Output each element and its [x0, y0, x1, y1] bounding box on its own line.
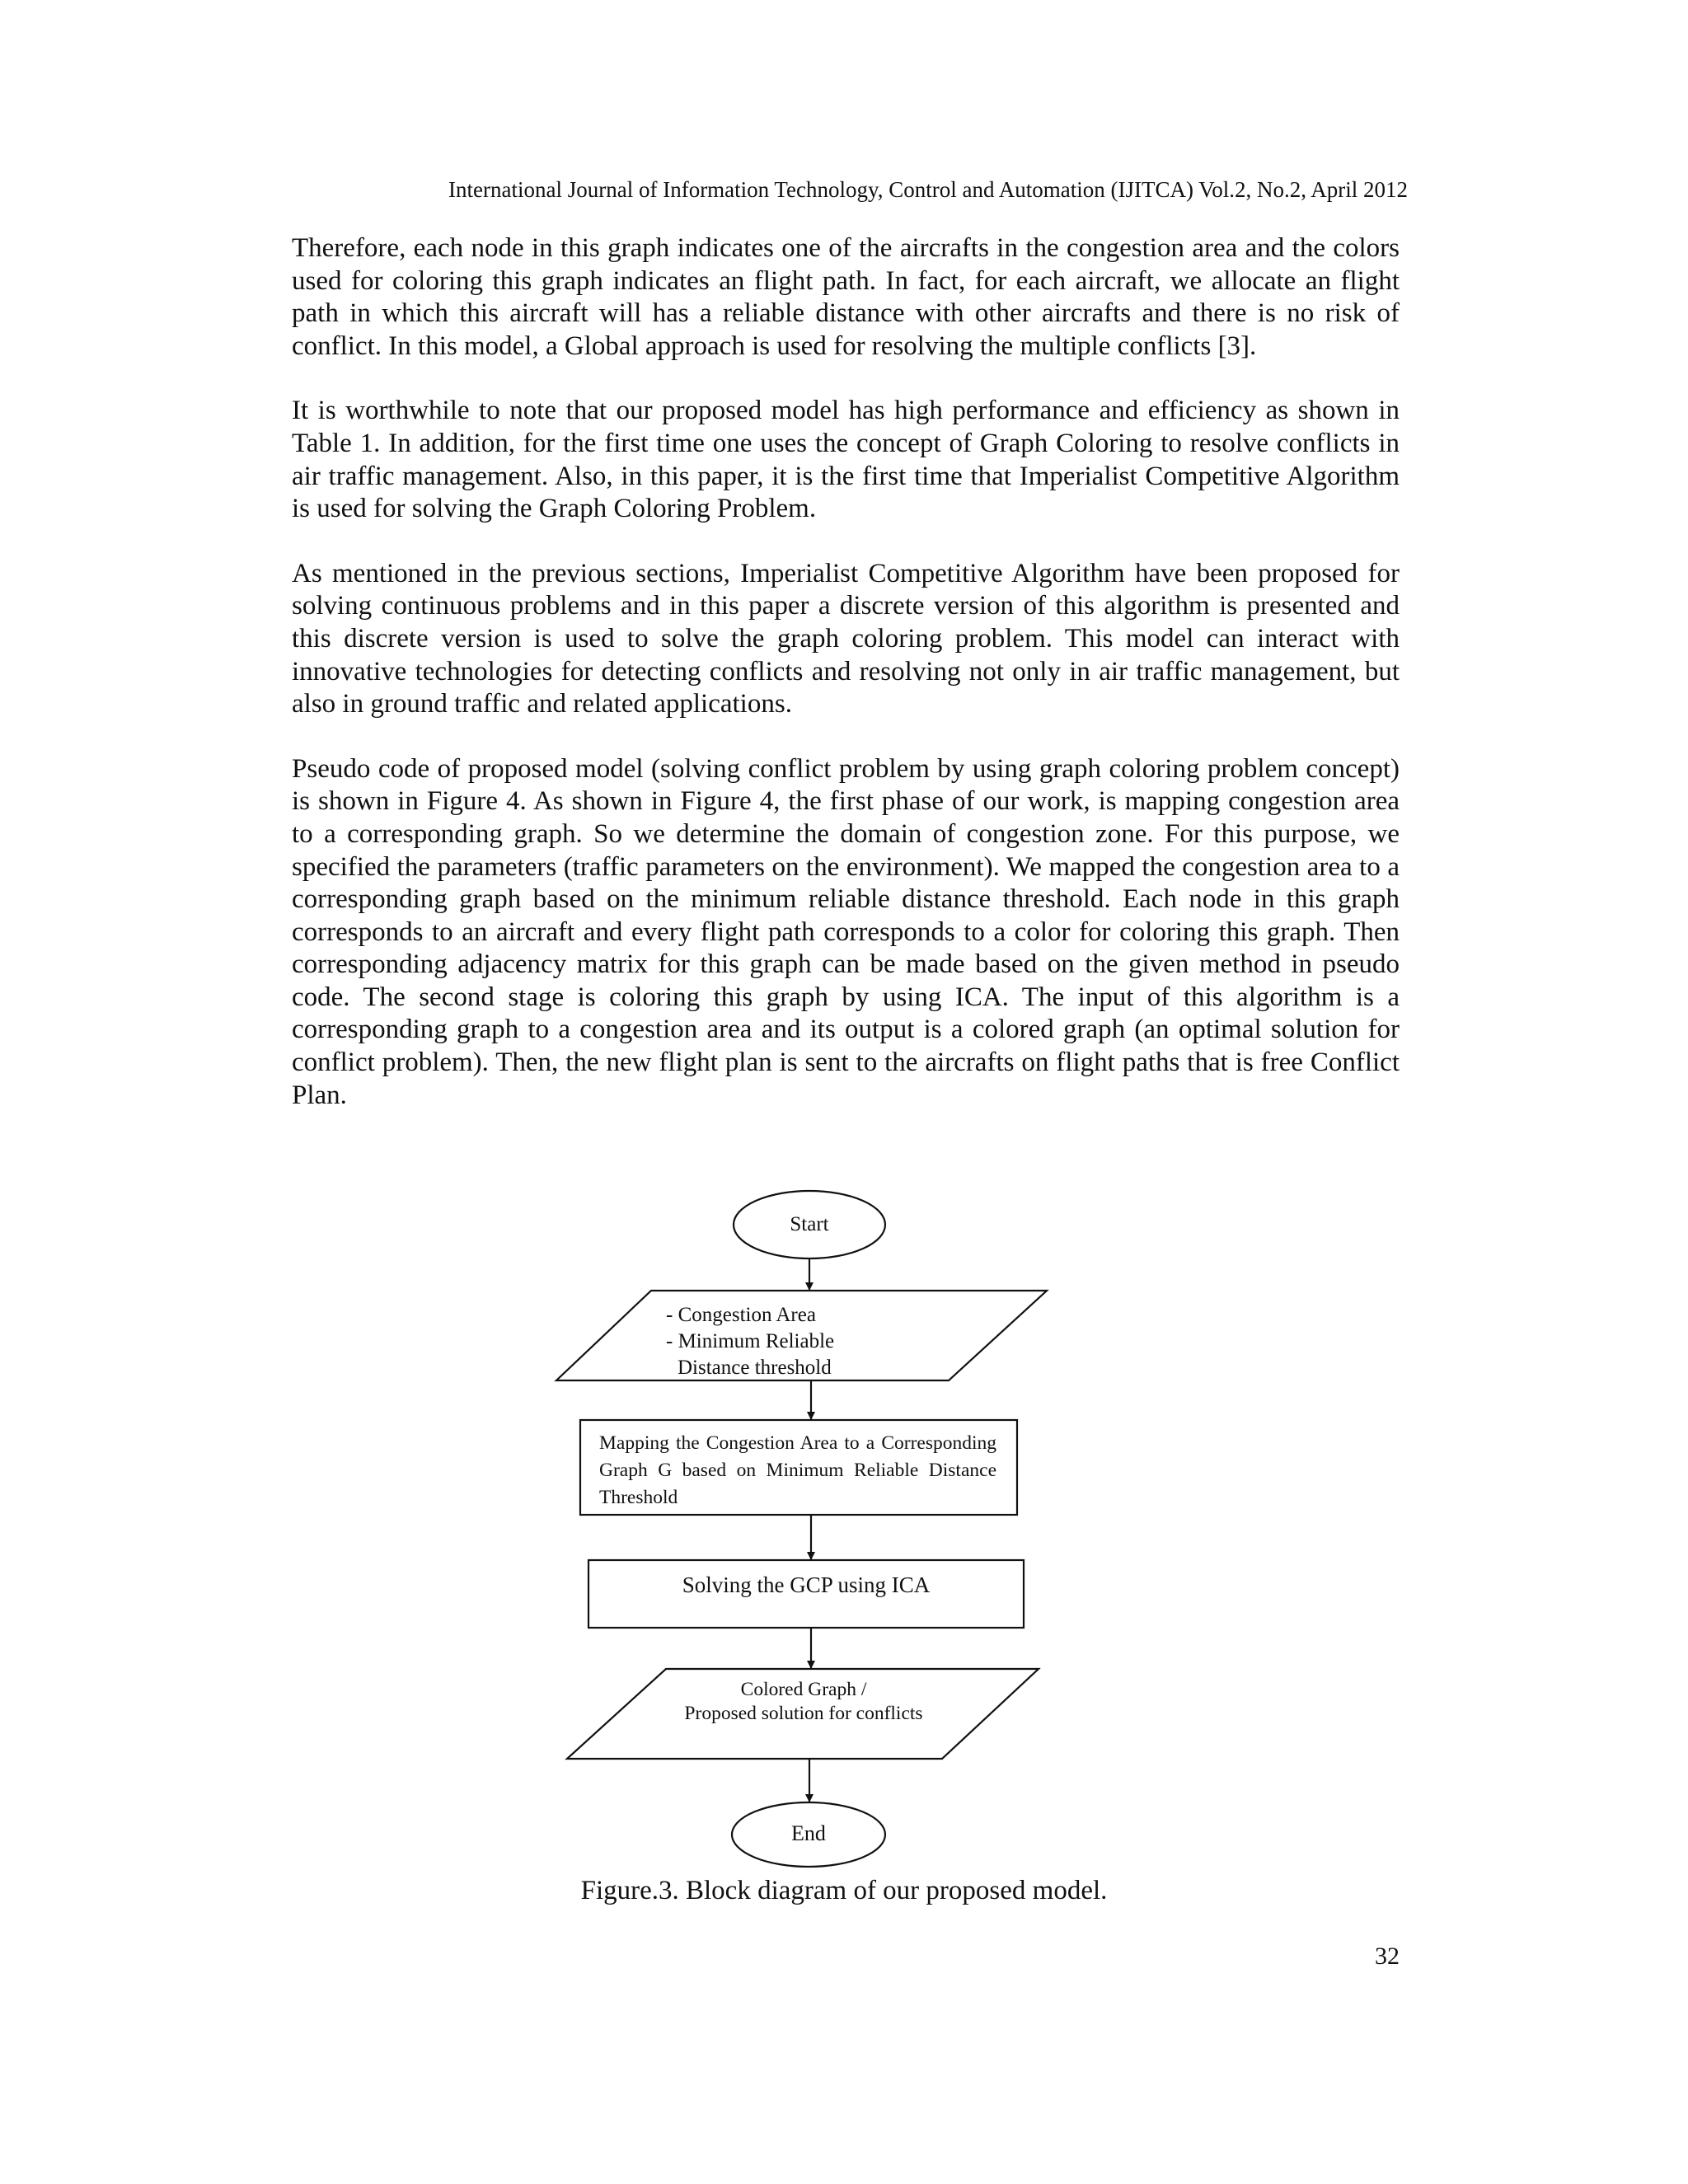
solve-label: Solving the GCP using ICA [682, 1572, 931, 1597]
input-line-2: - Minimum Reliable [666, 1330, 835, 1352]
end-label: End [791, 1821, 826, 1845]
start-label: Start [790, 1213, 829, 1235]
running-header: International Journal of Information Technology, Control and Automation (IJITCA) Vol.2, No.2, April 2012 [448, 177, 1408, 202]
paragraph-3: As mentioned in the previous sections, Imperialist Competitive Algorithm have been proposed for solving continuous problems and in this paper a discrete version of this algorithm is presented and this discrete version is used to solve the graph coloring problem. This model can interact with innovative technologies for detecting conflicts and resolving not only in air traffic management, but also in ground traffic and related applications. [292, 558, 1400, 719]
output-label [635, 1678, 973, 1726]
input-label [666, 1302, 913, 1376]
mapping-label: Mapping the Congestion Area to a Corresponding Graph G based on Minimum Reliable Distance Threshold [599, 1432, 996, 1508]
page-number: 32 [1375, 1943, 1400, 1970]
output-line-2: Proposed solution for conflicts [684, 1703, 923, 1724]
figure-caption: Figure.3. Block diagram of our proposed model. [580, 1876, 1108, 1905]
paragraph-2: It is worthwhile to note that our proposed model has high performance and efficiency as shown in Table 1. In addition, for the first time one uses the concept of Graph Coloring to resolve conflicts in air traffic management. Also, in this paper, it is the first time that Imperialist Competitive Algorithm is used for solving the Graph Coloring Problem. [292, 396, 1400, 524]
input-line-3: Distance threshold [678, 1357, 832, 1376]
paragraph-4: Pseudo code of proposed model (solving conflict problem by using graph coloring problem concept) is shown in Figure 4. As shown in Figure 4, the first phase of our work, is mapping congestion area to a corresponding graph. So we determine the domain of congestion zone. For this purpose, we specified the parameters (traffic parameters on the environment). We mapped the congestion area to a corresponding graph based on the minimum reliable distance threshold. Each node in this graph corresponds to an aircraft and every flight path corresponds to a color for coloring this graph. Then corresponding adjacency matrix for this graph can be made based on the given method in pseudo code. The second stage is coloring this graph by using ICA. The input of this algorithm is a corresponding graph to a congestion area and its output is a colored graph (an optimal solution for conflict problem). Then, the new flight plan is sent to the aircrafts on flight paths that is free Conflict Plan. [292, 753, 1400, 1110]
input-line-1: - Congestion Area [666, 1304, 816, 1326]
output-line-1: Colored Graph / [740, 1679, 867, 1700]
paragraph-1: Therefore, each node in this graph indicates one of the aircrafts in the congestion area and the colors used for coloring this graph indicates an flight path. In fact, for each aircraft, we allocate an flight path in which this aircraft will has a reliable distance with other aircrafts and there is no risk of conflict. In this model, a Global approach is used for resolving the multiple conflicts [3]. [292, 233, 1400, 361]
